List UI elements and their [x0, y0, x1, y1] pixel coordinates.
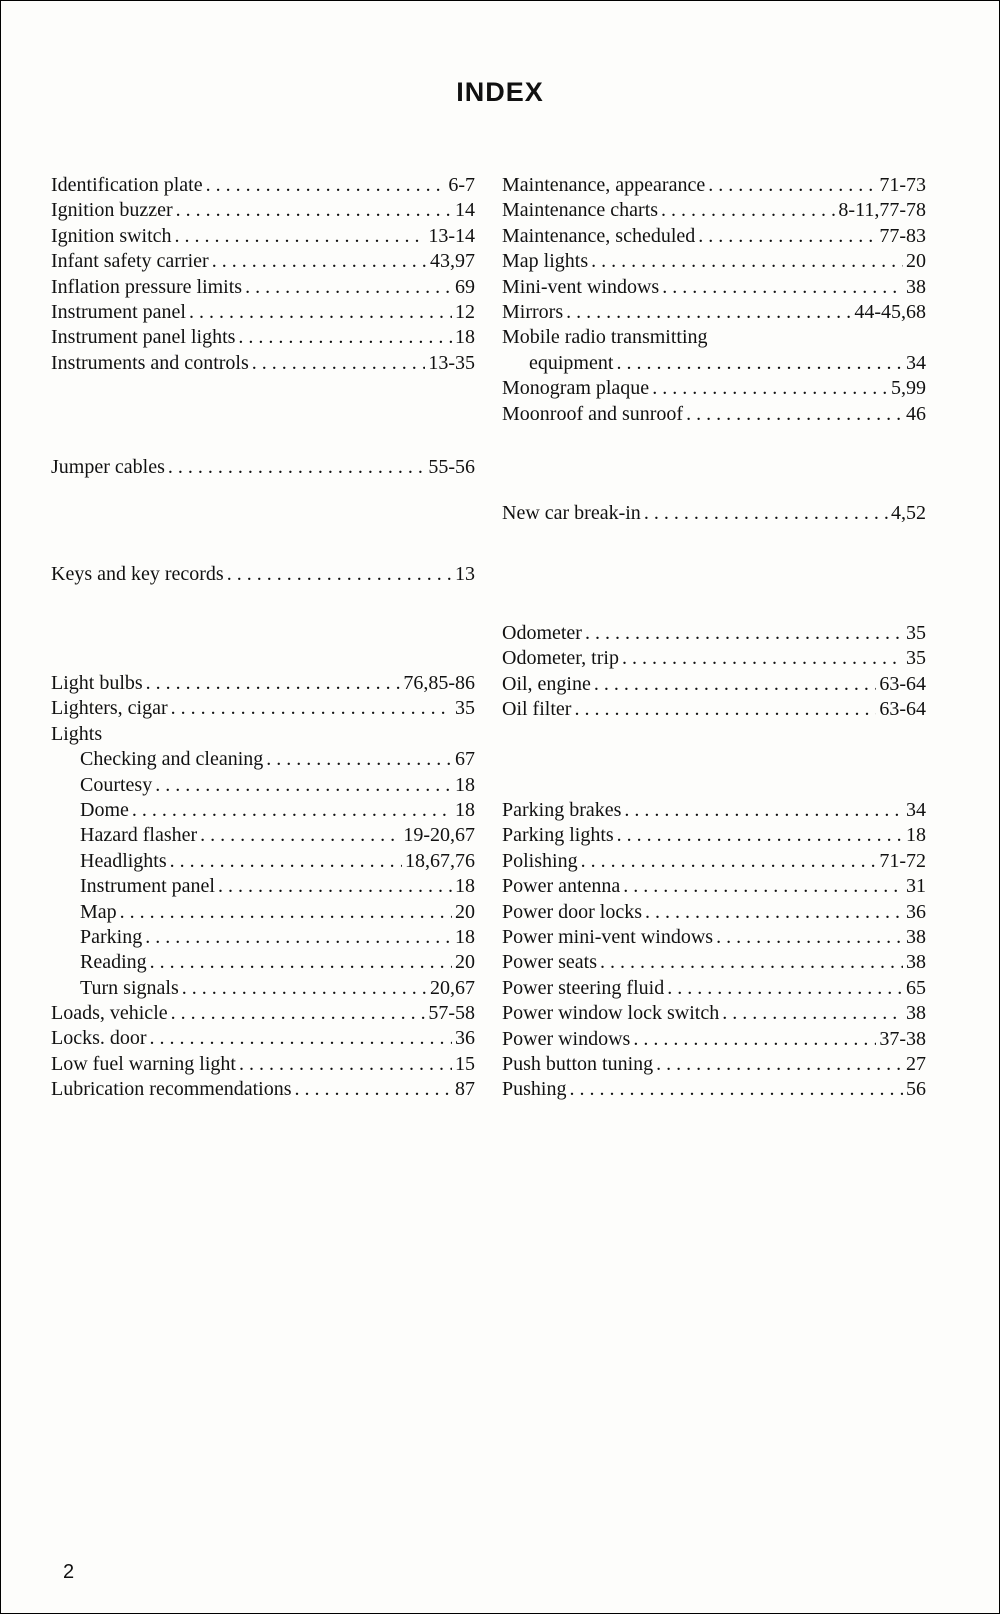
index-entry [502, 1001, 926, 1026]
index-page-numbers: 13 [455, 563, 475, 585]
index-subentry [51, 925, 475, 950]
index-page-numbers: 36 [455, 1027, 475, 1050]
index-subentry [51, 900, 475, 925]
dot-leader [171, 696, 452, 721]
index-page-numbers: 18 [906, 824, 926, 847]
dot-leader [591, 249, 903, 274]
page-number: 2 [63, 1561, 75, 1583]
index-page-numbers: 38 [906, 1002, 926, 1025]
index-entry [502, 1077, 926, 1102]
index-page-numbers: 20 [906, 250, 926, 273]
dot-leader [645, 900, 903, 925]
index-entry [51, 173, 475, 198]
index-entry [502, 1052, 926, 1077]
index-letter-group [502, 798, 926, 1103]
index-term: equipment [529, 351, 614, 374]
index-term: Inflation pressure limits [51, 275, 243, 298]
dot-leader [176, 198, 452, 223]
index-subentry [51, 950, 475, 975]
index-page-numbers: 8-11,77-78 [838, 199, 926, 222]
index-term: Checking and cleaning [80, 748, 264, 771]
index-letter-group [51, 671, 475, 1103]
index-entry [502, 402, 926, 427]
index-term: Odometer [502, 622, 582, 644]
index-term: Parking [80, 925, 143, 948]
index-page-numbers: 14 [455, 199, 475, 222]
dot-leader [227, 562, 452, 587]
index-entry [51, 1026, 475, 1051]
index-entry [502, 823, 926, 848]
dot-leader [716, 925, 903, 950]
index-page-numbers: 71-73 [879, 174, 926, 196]
dot-leader [600, 950, 903, 975]
index-subentry [51, 976, 475, 1001]
index-page-numbers: 35 [455, 697, 475, 720]
dot-leader [238, 325, 452, 350]
dot-leader [667, 976, 903, 1001]
dot-leader [633, 1027, 876, 1052]
index-page-numbers: 38 [906, 925, 926, 948]
dot-leader [132, 798, 452, 823]
index-entry [502, 376, 926, 401]
index-page-numbers: 31 [906, 875, 926, 898]
index-entry [51, 275, 475, 300]
index-entry [502, 874, 926, 899]
dot-leader [146, 671, 401, 696]
index-term: Power antenna [502, 875, 621, 898]
index-term: Odometer, trip [502, 647, 619, 670]
index-entry [502, 798, 926, 823]
index-page-numbers: 63-64 [879, 672, 926, 695]
index-page-numbers: 36 [906, 900, 926, 923]
index-term: Low fuel warning light [51, 1052, 236, 1075]
index-page-numbers: 77-83 [879, 224, 926, 247]
index-page-numbers: 20 [455, 951, 475, 974]
index-entry [502, 300, 926, 325]
index-term: Instrument panel [51, 300, 186, 323]
dot-leader [594, 672, 876, 697]
index-page-numbers: 18,67,76 [405, 849, 475, 872]
dot-leader [622, 646, 903, 671]
index-term: Polishing [502, 849, 578, 872]
index-term: Locks. door [51, 1027, 147, 1050]
index-term: Moonroof and sunroof [502, 402, 684, 425]
index-term: Turn signals [80, 976, 179, 999]
index-term: Infant safety carrier [51, 250, 209, 273]
index-term: Mirrors [502, 300, 564, 323]
index-page-numbers: 27 [906, 1052, 926, 1075]
index-term: Parking brakes [502, 799, 622, 821]
index-entry [51, 1001, 475, 1026]
index-page-numbers: 38 [906, 951, 926, 974]
index-term: Ignition switch [51, 224, 172, 247]
index-term: Power mini-vent windows [502, 925, 714, 948]
index-page-numbers: 34 [906, 799, 926, 821]
page-title: INDEX [456, 77, 544, 107]
dot-leader [239, 1052, 452, 1077]
dot-leader [722, 1001, 903, 1026]
index-entry [502, 224, 926, 249]
dot-leader [644, 501, 888, 526]
index-entry [51, 722, 475, 747]
index-term: Courtesy [80, 773, 153, 796]
dot-leader [182, 976, 427, 1001]
index-entry [502, 976, 926, 1001]
index-entry [502, 672, 926, 697]
dot-leader [200, 823, 400, 848]
dot-leader [170, 849, 402, 874]
index-term: Mini-vent windows [502, 275, 660, 298]
dot-leader [585, 621, 903, 646]
index-term: Push button tuning [502, 1052, 654, 1075]
index-page-numbers: 35 [906, 622, 926, 644]
index-entry [51, 1052, 475, 1077]
index-term: Loads, vehicle [51, 1002, 168, 1025]
index-term: Pushing [502, 1078, 567, 1101]
index-page-numbers: 6-7 [448, 174, 475, 196]
dot-leader [150, 950, 452, 975]
index-page-numbers: 44-45,68 [854, 300, 926, 323]
index-page-numbers: 12 [455, 300, 475, 323]
index-term: Instrument panel [80, 875, 215, 898]
index-term: Jumper cables [51, 456, 165, 478]
dot-leader [662, 275, 903, 300]
index-subentry [51, 849, 475, 874]
index-entry [51, 198, 475, 223]
index-entry [502, 621, 926, 646]
index-subentry [51, 773, 475, 798]
dot-leader [686, 402, 903, 427]
dot-leader [656, 1052, 903, 1077]
index-letter-group [502, 621, 926, 723]
dot-leader [175, 224, 426, 249]
index-term: Power window lock switch [502, 1002, 720, 1025]
index-subentry [51, 798, 475, 823]
index-entry [502, 1027, 926, 1052]
index-term: Map [80, 900, 117, 923]
index-term: Hazard flasher [80, 824, 198, 847]
index-page-numbers: 63-64 [879, 698, 926, 721]
index-term: Maintenance charts [502, 199, 659, 222]
dot-leader [120, 900, 452, 925]
index-term: Lubrication recommendations [51, 1078, 292, 1101]
index-page-numbers: 18 [455, 773, 475, 796]
index-letter-group [51, 562, 475, 587]
index-subentry [51, 747, 475, 772]
index-term: Lighters, cigar [51, 697, 168, 720]
dot-leader [661, 198, 835, 223]
index-entry [502, 900, 926, 925]
index-page-numbers: 56 [906, 1078, 926, 1101]
index-page-numbers: 71-72 [879, 849, 926, 872]
index-entry [502, 950, 926, 975]
index-entry [51, 325, 475, 350]
index-page-numbers: 18 [455, 798, 475, 821]
dot-leader [708, 173, 876, 198]
index-term: Oil filter [502, 698, 572, 721]
index-page-numbers: 18 [455, 925, 475, 948]
dot-leader [569, 1077, 903, 1102]
index-page-numbers: 87 [455, 1078, 475, 1101]
index-page-numbers: 76,85-86 [403, 672, 475, 694]
index-entry [502, 646, 926, 671]
index-subentry [51, 874, 475, 899]
index-entry [51, 562, 475, 587]
index-term: Maintenance, scheduled [502, 224, 696, 247]
index-page-numbers: 46 [906, 402, 926, 425]
dot-leader [652, 376, 888, 401]
index-entry [502, 849, 926, 874]
index-term: Mobile radio transmitting [502, 326, 708, 349]
index-entry [502, 173, 926, 198]
index-entry [51, 455, 475, 480]
dot-leader [171, 1001, 426, 1026]
index-entry [51, 351, 475, 376]
index-page-numbers: 18 [455, 326, 475, 349]
dot-leader [212, 249, 427, 274]
dot-leader [574, 697, 876, 722]
index-entry [51, 249, 475, 274]
index-entry [502, 501, 926, 526]
index-page-numbers: 13-35 [428, 351, 475, 374]
index-term: Keys and key records [51, 563, 224, 585]
index-entry [502, 325, 926, 350]
index-page-numbers: 20,67 [430, 976, 475, 999]
dot-leader [266, 747, 452, 772]
index-page-numbers: 13-14 [428, 224, 475, 247]
index-page-numbers: 20 [455, 900, 475, 923]
index-page-numbers: 15 [455, 1052, 475, 1075]
index-entry [502, 249, 926, 274]
index-term: New car break-in [502, 502, 641, 524]
index-subentry [51, 823, 475, 848]
index-entry [502, 925, 926, 950]
index-page-numbers: 37-38 [879, 1027, 926, 1050]
dot-leader [168, 455, 425, 480]
dot-leader [155, 773, 452, 798]
dot-leader [623, 874, 903, 899]
index-term: Identification plate [51, 174, 203, 196]
index-term: Light bulbs [51, 672, 143, 694]
index-page-numbers: 69 [455, 275, 475, 298]
dot-leader [581, 849, 877, 874]
index-entry [51, 1077, 475, 1102]
index-term: Instrument panel lights [51, 326, 236, 349]
dot-leader [617, 823, 903, 848]
index-term: Instruments and controls [51, 351, 249, 374]
index-term: Lights [51, 722, 103, 745]
index-term: Power steering fluid [502, 976, 665, 999]
index-term: Headlights [80, 849, 167, 872]
index-letter-group [51, 173, 475, 376]
index-term: Power door locks [502, 900, 642, 923]
index-entry [51, 224, 475, 249]
index-page-numbers: 43,97 [430, 250, 475, 273]
index-entry [51, 300, 475, 325]
index-letter-group [51, 455, 475, 480]
index-entry [502, 275, 926, 300]
index-term: Dome [80, 798, 129, 821]
dot-leader [294, 1077, 452, 1102]
index-page-numbers: 38 [906, 275, 926, 298]
index-page-numbers: 57-58 [428, 1002, 475, 1025]
index-term: Power seats [502, 951, 597, 974]
dot-leader [624, 798, 903, 823]
index-entry [502, 697, 926, 722]
index-entry [502, 198, 926, 223]
index-term: Oil, engine [502, 672, 591, 695]
index-page-numbers: 4,52 [891, 502, 926, 524]
index-term: Monogram plaque [502, 377, 650, 400]
dot-leader [189, 300, 452, 325]
dot-leader [566, 300, 851, 325]
dot-leader [150, 1026, 452, 1051]
index-page-numbers: 67 [455, 748, 475, 771]
index-page-numbers: 65 [906, 976, 926, 999]
index-term: Map lights [502, 250, 589, 273]
dot-leader [206, 173, 446, 198]
index-page-numbers: 19-20,67 [403, 824, 475, 847]
index-page-numbers: 34 [906, 351, 926, 374]
dot-leader [252, 351, 426, 376]
index-letter-group [502, 501, 926, 526]
index-term: Maintenance, appearance [502, 174, 706, 196]
index-term: Ignition buzzer [51, 199, 173, 222]
index-letter-group [502, 173, 926, 427]
index-entry [502, 351, 926, 376]
dot-leader [245, 275, 452, 300]
dot-leader [616, 351, 903, 376]
dot-leader [698, 224, 876, 249]
index-page-numbers: 5,99 [891, 377, 926, 400]
index-entry [51, 696, 475, 721]
index-term: Parking lights [502, 824, 614, 847]
index-term: Reading [80, 951, 147, 974]
index-entry [51, 671, 475, 696]
dot-leader [218, 874, 452, 899]
index-page-numbers: 18 [455, 875, 475, 898]
dot-leader [145, 925, 452, 950]
index-page-numbers: 35 [906, 647, 926, 670]
index-page-numbers: 55-56 [428, 456, 475, 478]
index-term: Power windows [502, 1027, 631, 1050]
